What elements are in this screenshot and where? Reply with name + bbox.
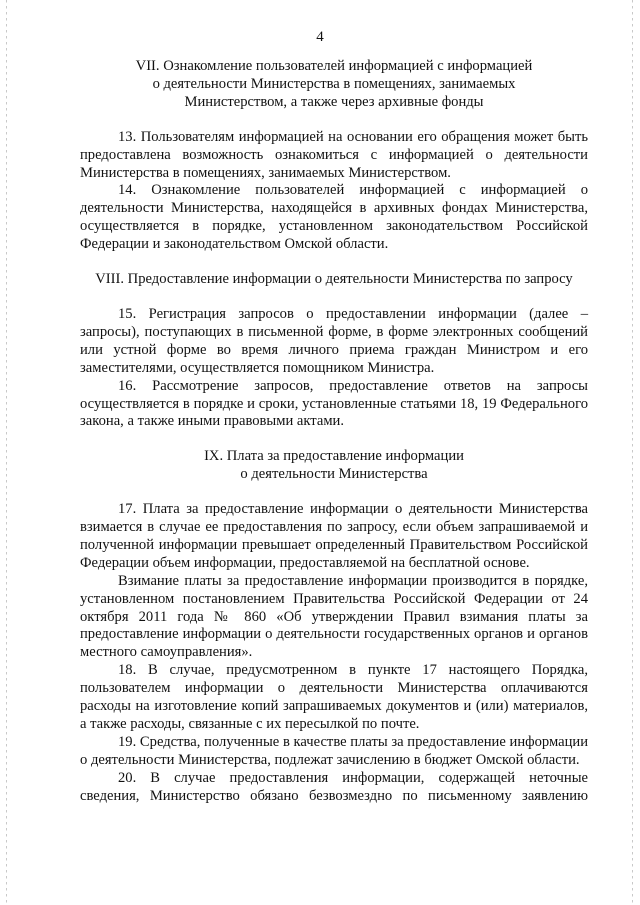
paragraph-16: 16. Рассмотрение запросов, предоставление ответов на запросы осуществляется в порядке и сроки, установленные статьями 18, 19 Федерального закона, а также иными правовыми актами. bbox=[80, 377, 588, 430]
document-body bbox=[80, 58, 588, 806]
paragraph-20: 20. В случае предоставления информации, содержащей неточные сведения, Министерство обязано безвозмездно по письменному заявлению bbox=[80, 769, 588, 804]
page-number: 4 bbox=[316, 29, 324, 45]
paragraph-15: 15. Регистрация запросов о предоставлении информации (далее – запросы), поступающих в письменной форме, в форме электронных сообщений или устной форме во время личного приема граждан Министром и его заместителями, осуществляется помощником Министра. bbox=[80, 305, 588, 376]
right-edge-dots bbox=[632, 0, 634, 905]
paragraph-19: 19. Средства, полученные в качестве платы за предоставление информации о деятельности Министерства, подлежат зачислению в бюджет Омской области. bbox=[80, 733, 588, 768]
paragraph-17: 17. Плата за предоставление информации о деятельности Министерства взимается в случае ее предоставления по запросу, если объем запрашиваемой и полученной информации превышает определенный Правительством Российской Федерации объем информации, предоставляемой на бесплатной основе. bbox=[80, 501, 588, 571]
section-heading-ix bbox=[80, 448, 588, 484]
heading-line: о деятельности Министерства в помещениях, занимаемых bbox=[152, 75, 516, 92]
heading-line: VII. Ознакомление пользователей информацией с информацией bbox=[135, 58, 533, 74]
heading-line: VIII. Предоставление информации о деятельности Министерства по запросу bbox=[95, 271, 573, 288]
paragraph-17-fee: Взимание платы за предоставление информации производится в порядке, установленном постановлением Правительства Российской Федерации от 24 октября 2011 года № 860 «Об утверждении Правил взимания платы за предоставление информации о деятельности государственных органов и органов местного самоуправления». bbox=[80, 572, 588, 661]
heading-line: о деятельности Министерства bbox=[240, 466, 428, 483]
paragraph-13: 13. Пользователям информацией на основании его обращения может быть предоставлена возможность ознакомиться с информацией о деятельности Министерства в помещениях, занимаемых Министерством. bbox=[80, 128, 588, 181]
paragraph-14: 14. Ознакомление пользователей информацией с информацией о деятельности Министерства, находящейся в архивных фондах Министерства, осуществляется в порядке, установленном законодательством Российской Федерации и законодательством Омской области. bbox=[80, 182, 588, 253]
paragraph-18: 18. В случае, предусмотренном в пункте 17 настоящего Порядка, пользователем информации о деятельности Министерства оплачиваются расходы на изготовление копий запрашиваемых документов и (или) материалов, а также расходы, связанные с их пересылкой по почте. bbox=[80, 662, 588, 732]
section-heading-vii bbox=[80, 58, 588, 112]
heading-line: IX. Плата за предоставление информации bbox=[204, 448, 464, 465]
section-heading-viii bbox=[80, 271, 588, 289]
left-edge-dots bbox=[6, 0, 8, 905]
heading-line: Министерством, а также через архивные фонды bbox=[184, 93, 484, 110]
